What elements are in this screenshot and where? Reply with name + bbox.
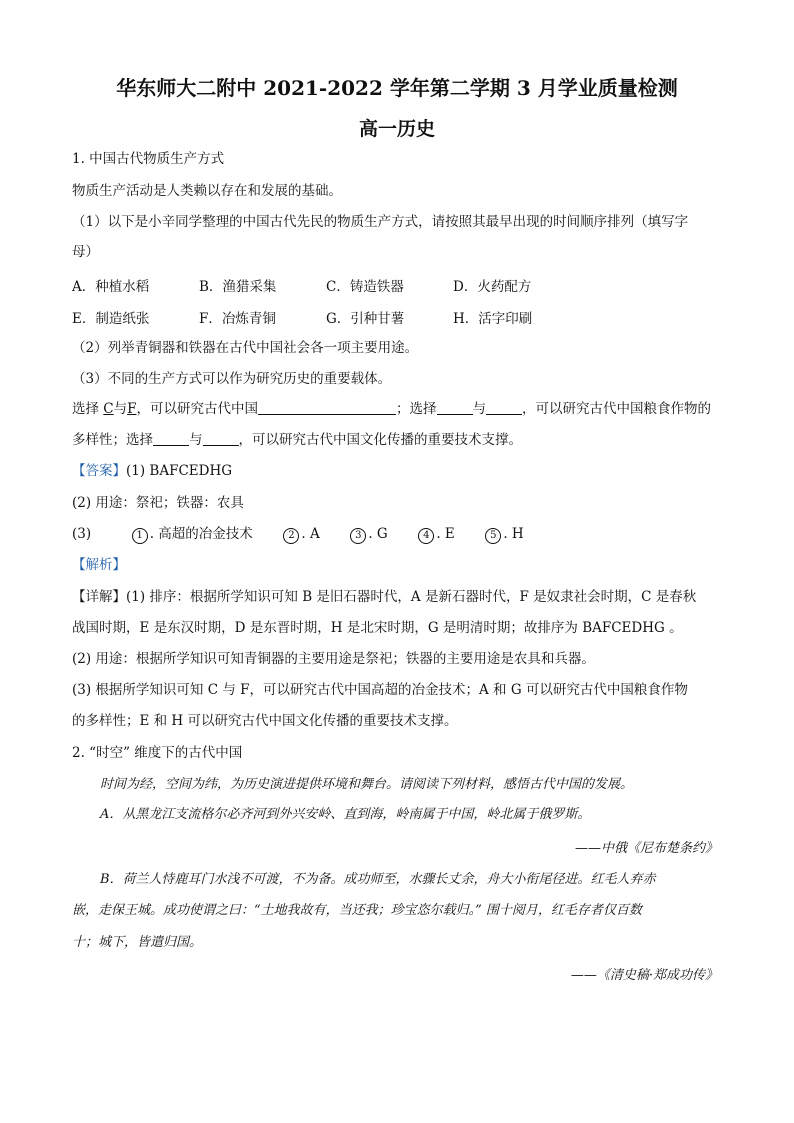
- option-a: A．种植水稻: [72, 279, 150, 295]
- option-d: D．火药配方: [453, 279, 532, 295]
- answer-3-item5: . H: [503, 526, 524, 542]
- answer-blank-3[interactable]: [486, 400, 522, 415]
- q1-part1-line1: （1）以下是小辛同学整理的中国古代先民的物质生产方式，请按照其最早出现的时间顺序排列（填写字: [72, 214, 689, 230]
- circle-num-2: 2: [283, 528, 299, 544]
- q2-intro: 时间为经，空间为纬，为历史演进提供环境和舞台。请阅读下列材料，感悟古代中国的发展。: [100, 777, 634, 792]
- detail-text-1: (1) 排序：根据所学知识可知 B 是旧石器时代，A 是新石器时代，F 是奴隶社会时期，C 是春秋: [126, 589, 697, 605]
- fill-text-7: 多样性；选择: [72, 432, 153, 448]
- exam-subtitle: 高一历史: [358, 118, 435, 140]
- option-f: F．冶炼青铜: [199, 311, 276, 327]
- option-e: E．制造纸张: [72, 311, 150, 327]
- option-g: G．引种甘薯: [326, 311, 405, 327]
- fill-text-1: 选择: [72, 401, 104, 417]
- q1-heading: 1. 中国古代物质生产方式: [72, 151, 225, 167]
- q2-material-a: A．从黑龙江支流格尔必齐河到外兴安岭、直到海，岭南属于中国，岭北属于俄罗斯。: [100, 807, 591, 822]
- fill-f: F: [127, 401, 137, 417]
- circle-num-3: 3: [350, 528, 366, 544]
- option-h: H．活字印刷: [453, 311, 533, 327]
- fill-text-3: ，可以研究古代中国: [136, 401, 259, 417]
- answer-3-item3: . G: [368, 526, 388, 542]
- option-b: B．渔猎采集: [199, 279, 277, 295]
- answer-line: [72, 462, 232, 480]
- q2-material-b-line1: B．荷兰人恃鹿耳门水浅不可渡，不为备。成功师至，水骤长丈余，舟大小衔尾径进。红毛人弃赤: [100, 872, 656, 887]
- answer-tag: 【答案】: [72, 463, 126, 479]
- q1-intro: 物质生产活动是人类赖以存在和发展的基础。: [72, 183, 342, 199]
- detail-line5: 的多样性；E 和 H 可以研究古代中国文化传播的重要技术支撑。: [72, 713, 458, 729]
- q1-part3: （3）不同的生产方式可以作为研究历史的重要载体。: [72, 371, 392, 387]
- answer-3-item1: . 高超的冶金技术: [149, 526, 253, 542]
- fill-text-6: ，可以研究古代中国粮食作物的: [522, 401, 712, 417]
- answer-1: (1) BAFCEDHG: [126, 463, 233, 479]
- detail-line3: (2) 用途：根据所学知识可知青铜器的主要用途是祭祀；铁器的主要用途是农具和兵器。: [72, 651, 595, 667]
- q1-part3-fill-line1: [72, 400, 711, 418]
- option-c: C．铸造铁器: [326, 279, 404, 295]
- answer-3-item2: . A: [301, 526, 320, 542]
- q2-material-b-line3: 十；城下，皆遣归国。: [72, 935, 203, 950]
- q1-part3-fill-line2: [72, 431, 522, 449]
- q1-part2: （2）列举青铜器和铁器在古代中国社会各一项主要用途。: [72, 340, 419, 356]
- fill-text-8: 与: [189, 432, 203, 448]
- fill-text-9: ，可以研究古代中国文化传播的重要技术支撑。: [238, 432, 522, 448]
- detail-line4: (3) 根据所学知识可知 C 与 F，可以研究古代中国高超的冶金技术；A 和 G 可以研究古代中国粮食作物: [72, 682, 688, 698]
- answer-3-item4: . E: [436, 526, 455, 542]
- circle-num-4: 4: [418, 528, 434, 544]
- fill-c: C: [103, 401, 114, 417]
- answer-blank-4[interactable]: [153, 431, 189, 446]
- detail-tag: 【详解】: [72, 589, 126, 605]
- answer-3-prefix: (3): [72, 526, 92, 542]
- exam-title: 华东师大二附中 2021-2022 学年第二学期 3 月学业质量检测: [116, 76, 678, 100]
- q2-source-b: ——《清史稿·郑成功传》: [570, 968, 718, 983]
- analysis-tag: 【解析】: [72, 557, 126, 573]
- q2-source-a: ——中俄《尼布楚条约》: [574, 841, 718, 856]
- q1-part1-line2: 母）: [72, 244, 99, 260]
- answer-blank-1[interactable]: [258, 400, 396, 415]
- answer-2: (2) 用途：祭祀；铁器：农具: [72, 495, 244, 511]
- fill-text-5: 与: [472, 401, 487, 417]
- answer-blank-2[interactable]: [437, 400, 473, 415]
- fill-text-2: 与: [113, 401, 128, 417]
- fill-text-4: ；选择: [396, 401, 437, 417]
- answer-3: [72, 525, 524, 544]
- detail-line1: [72, 588, 696, 606]
- circle-num-1: 1: [132, 528, 148, 544]
- q2-heading: 2. “时空” 维度下的古代中国: [72, 745, 243, 761]
- detail-line2: 战国时期，E 是东汉时期，D 是东晋时期，H 是北宋时期，G 是明清时期；故排序为 BAFCEDHG 。: [72, 620, 683, 636]
- circle-num-5: 5: [485, 528, 501, 544]
- answer-blank-5[interactable]: [203, 431, 239, 446]
- q2-material-b-line2: 嵌，走保王城。成功使谓之曰：“土地我故有，当还我；珍宝恣尔载归。” 围十阅月，红毛存者仅百数: [72, 903, 642, 918]
